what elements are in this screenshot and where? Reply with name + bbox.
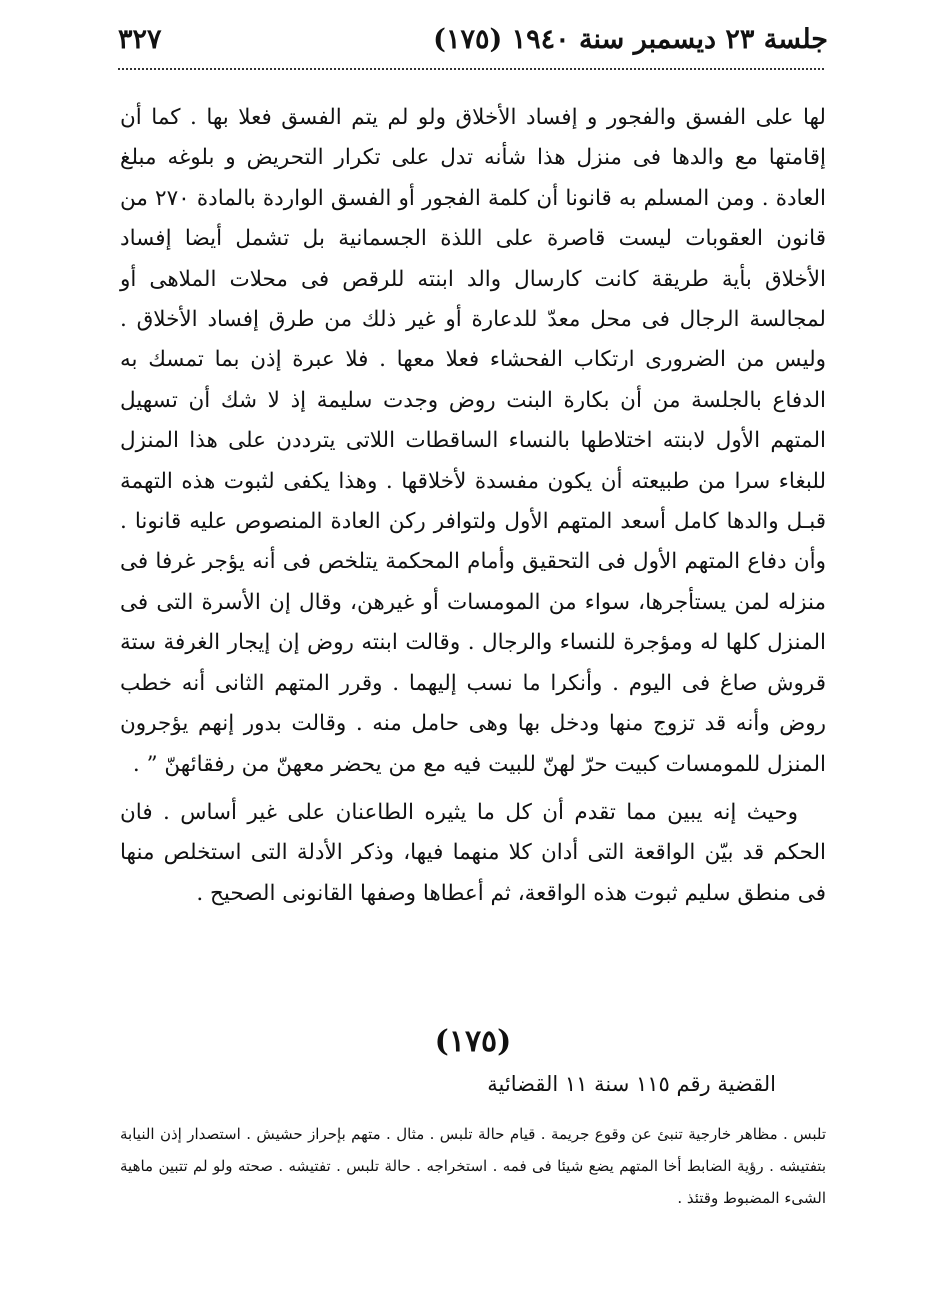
running-title: جلسة ٢٣ ديسمبر سنة ١٩٤٠ (١٧٥) (433, 24, 828, 55)
case-summary: تلبس . مظاهر خارجية تنبئ عن وقوع جريمة . قيام حالة تلبس . مثال . متهم بإحراز حشيش . استصدار إذن النيابة بتفتيشه . رؤية الضابط أخا المتهم يضع شيئا فى فمه . استخراجه . حالة تلبس . تفتيشه . صحته ولو لم تتبين ماهية الشىء المضبوط وقتئذ . (120, 1125, 826, 1207)
body-paragraph-1: لها على الفسق والفجور و إفساد الأخلاق ولو لم يتم الفسق فعلا بها . كما أن إقامتها مع والدها فى منزل هذا شأنه تدل على تكرار التحريض و بلوغه مبلغ العادة . ومن المسلم به قانونا أن كلمة الفجور أو الفسق الواردة بالمادة ٢٧٠ من قانون العقوبات ليست قاصرة على اللذة الجسمانية بل تشمل أيضا إفساد الأخلاق بأية طريقة كانت كارسال والد ابنته للرقص فى محلات الملاهى أو لمجالسة الرجال فى محل معدّ للدعارة أو غير ذلك من طرق إفساد الأخلاق . وليس من الضرورى ارتكاب الفحشاء فعلا معها . فلا عبرة إذن بما تمسك به الدفاع بالجلسة من أن بكارة البنت روض وجدت سليمة إذ لا شك أن تسهيل المتهم الأول لابنته اختلاطها بالنساء الساقطات اللاتى يترددن على هذا المنزل للبغاء سرا من طبيعته أن يكون مفسدة لأخلاقها . وهذا يكفى لثبوت هذه التهمة قبـل والدها كامل أسعد المتهم الأول ولتوافر ركن العادة المنصوص عليه قانونا . وأن دفاع المتهم الأول فى التحقيق وأمام المحكمة يتلخص فى أنه يؤجر غرفا فى منزله لمن يستأجرها، سواء من المومسات أو غيرهن، وقال إن الأسرة التى فى المنزل كلها له ومؤجرة للنساء والرجال . وقالت ابنته روض إن إيجار الغرفة ستة قروش صاغ فى اليوم . وأنكرا ما نسب إليهما . وقرر المتهم الثانى أنه خطب روض وأنه قد تزوج منها ودخل بها وهى حامل منه . وقالت بدور إنهم يؤجرون المنزل للمومسات كبيت حرّ لهنّ للبيت فيه مع من يحضر معهنّ من رفقائهنّ ” . (120, 105, 827, 777)
page-header (118, 24, 828, 64)
body-text (120, 98, 826, 914)
page-number: ٣٢٧ (118, 24, 162, 55)
case-subtitle: القضية رقم ١١٥ سنة ١١ القضائية (487, 1072, 776, 1096)
case-number-heading: (١٧٥) (434, 1024, 512, 1059)
body-paragraph-2: وحيث إنه يبين مما تقدم أن كل ما يثيره الطاعنان على غير أساس . فان الحكم قد بيّن الواقعة التى أدان كلا منهما فيها، وذكر الأدلة التى استخلص منها فى منطق سليم ثبوت هذه الواقعة، ثم أعطاها وصفها القانونى الصحيح . (120, 799, 826, 906)
header-divider (118, 68, 824, 70)
